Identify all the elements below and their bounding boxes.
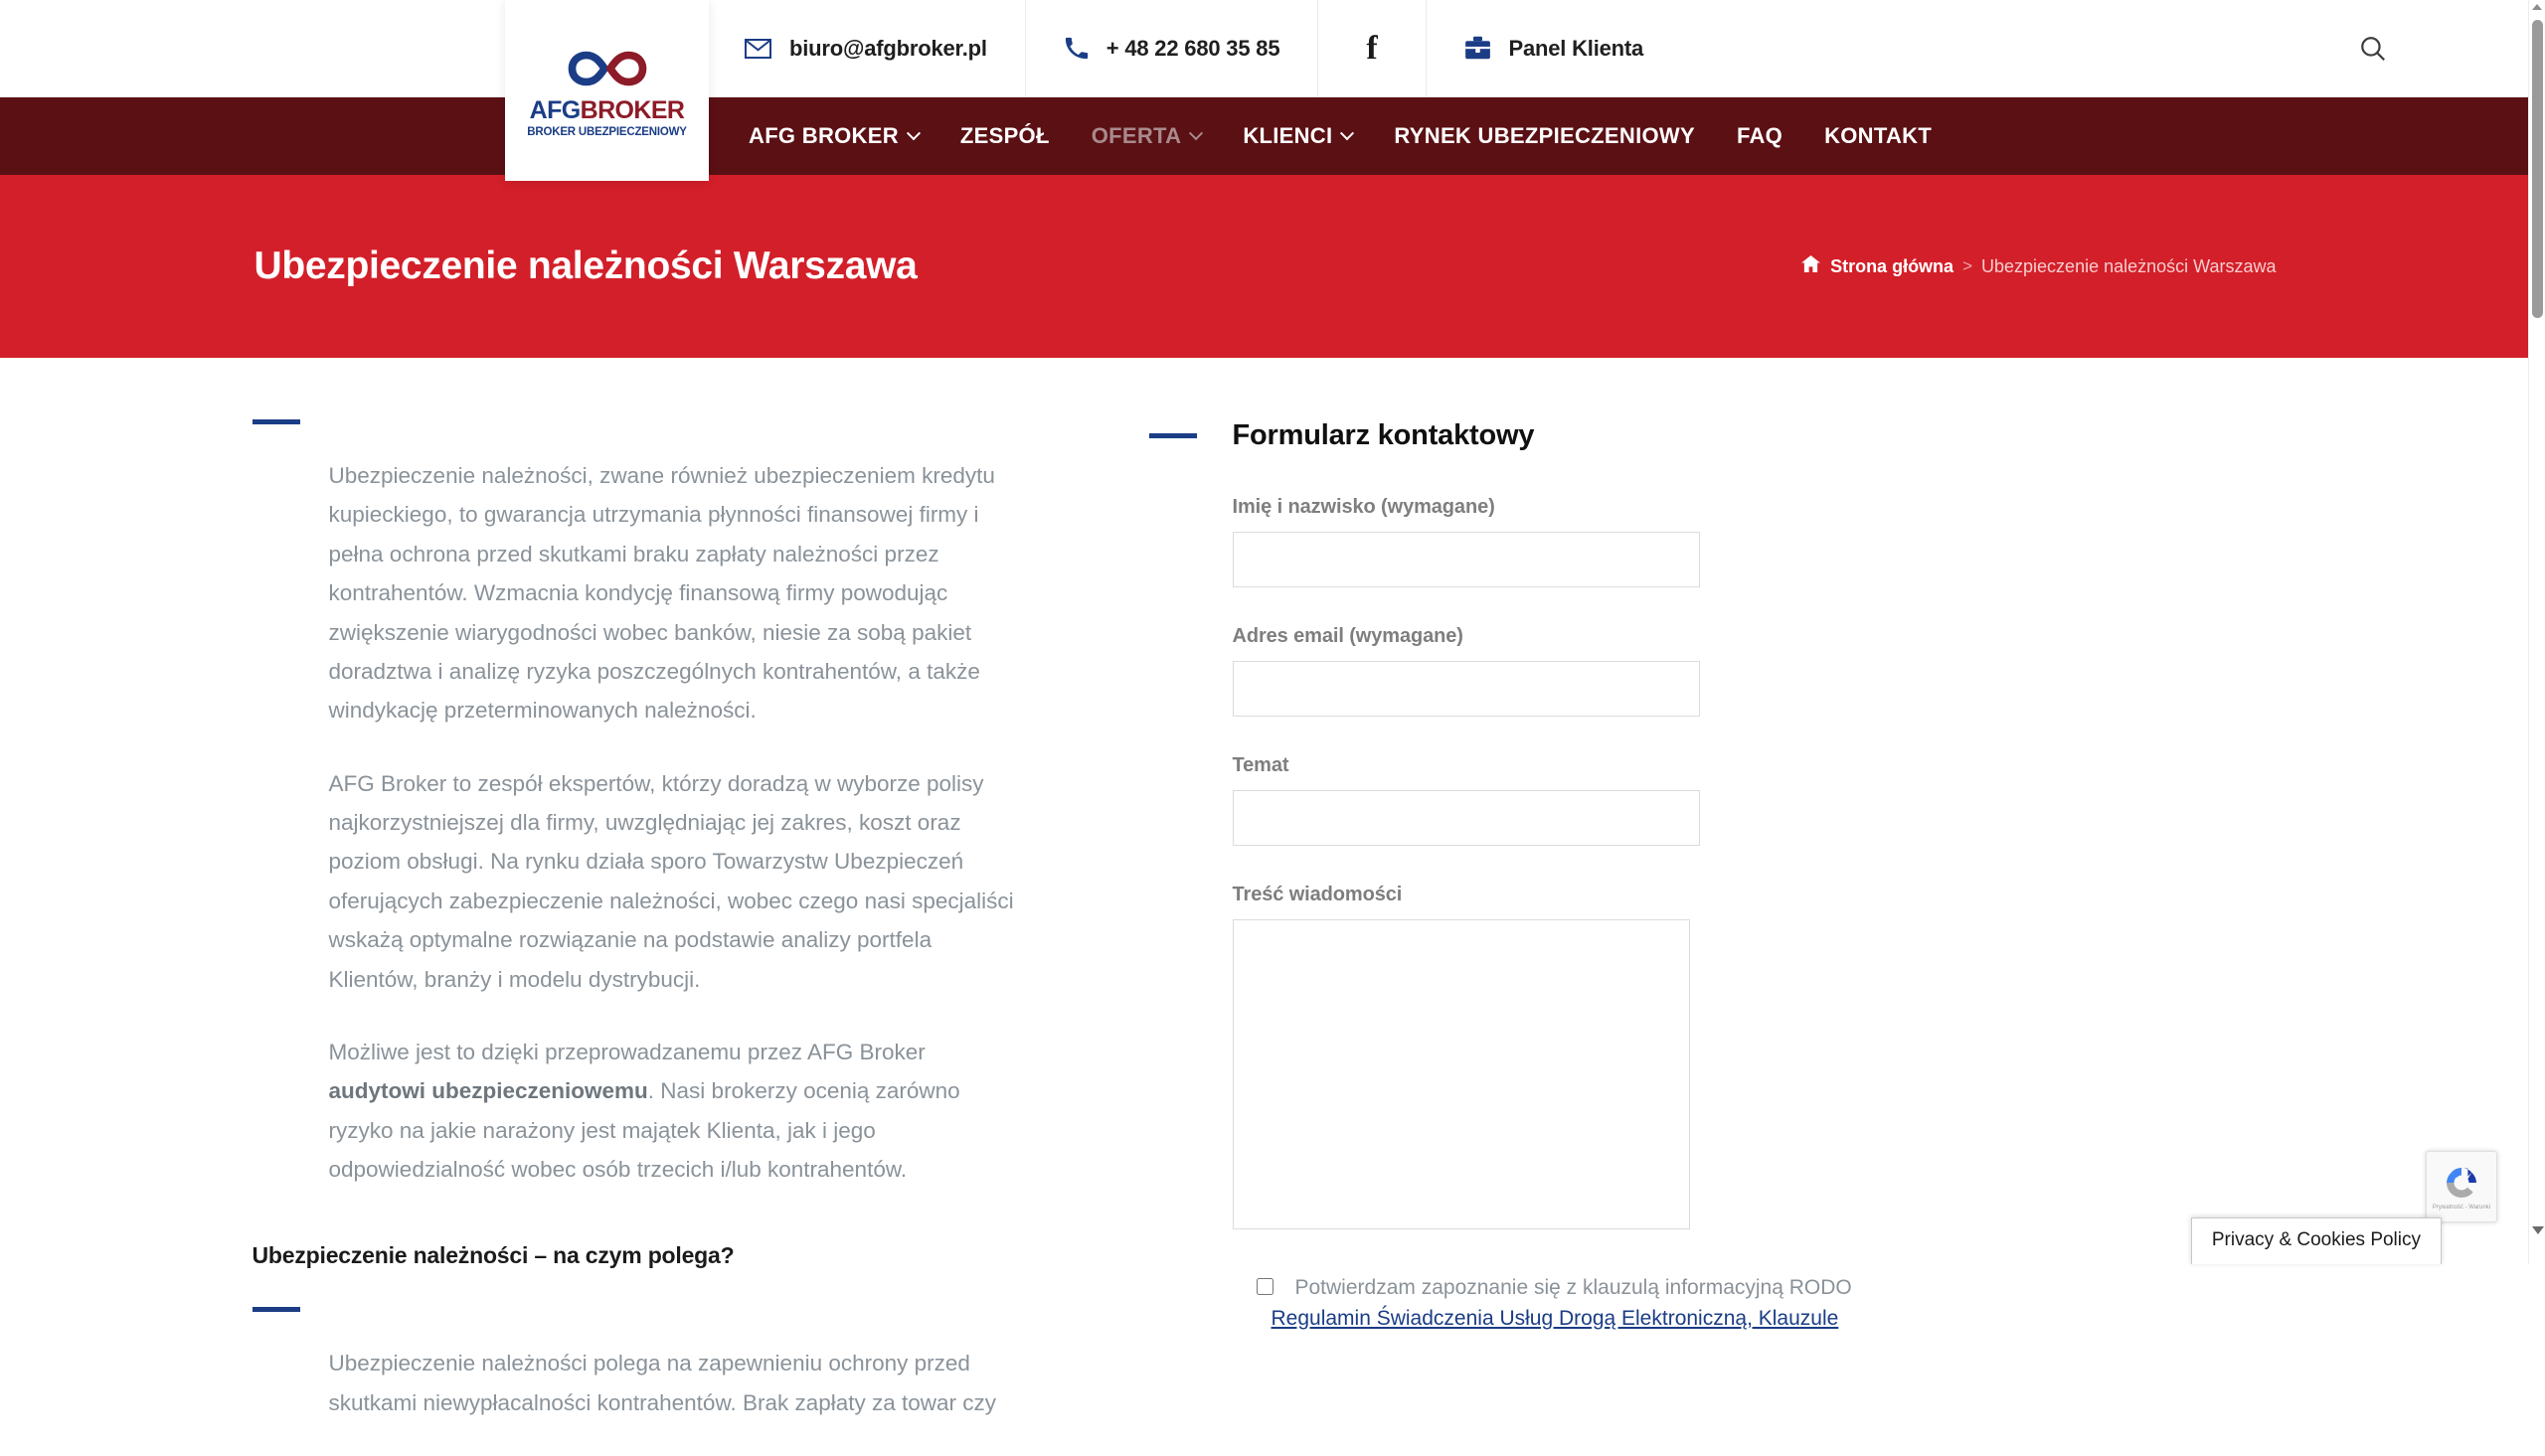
scroll-down-arrow-icon[interactable]	[2532, 1226, 2544, 1234]
facebook-icon: f	[1366, 29, 1378, 67]
nav-item-afg-broker[interactable]	[728, 123, 939, 149]
topbar-actions	[2359, 35, 2528, 63]
hamburger-menu-icon[interactable]	[2417, 37, 2449, 60]
contact-form	[1149, 496, 2273, 1331]
nav-label: ZESPÓŁ	[959, 123, 1050, 148]
field-message	[1233, 884, 2273, 1234]
recaptcha-terms: Warunki	[2468, 1205, 2491, 1211]
page-content	[253, 358, 2277, 1456]
recaptcha-privacy: Prywatność	[2432, 1205, 2463, 1211]
article-paragraph-3	[329, 1033, 1018, 1190]
logo-word-afg: AFG	[529, 96, 581, 124]
facebook-link[interactable]	[1317, 0, 1425, 97]
phone-contact[interactable]	[1025, 0, 1318, 97]
page-scrollbar[interactable]	[2528, 0, 2545, 1264]
client-panel-label: Panel Klienta	[1508, 35, 1644, 61]
article-body	[253, 456, 1018, 1189]
briefcase-icon	[1464, 36, 1491, 61]
message-field[interactable]	[1233, 919, 1690, 1229]
phone-text: + 48 22 680 35 85	[1105, 35, 1280, 61]
breadcrumb-home-link[interactable]	[1801, 255, 1953, 277]
logo-word-broker: BROKER	[580, 96, 685, 124]
accent-divider-form	[1149, 433, 1197, 438]
breadcrumb	[1801, 255, 2276, 277]
search-icon[interactable]	[2359, 35, 2387, 63]
field-email	[1233, 625, 2273, 717]
label-email: Adres email (wymagane)	[1232, 625, 1463, 647]
logo-wordmark	[530, 98, 685, 123]
privacy-cookies-policy-tab[interactable]: Privacy & Cookies Policy	[2191, 1217, 2442, 1264]
home-icon	[1801, 255, 1820, 277]
client-panel-link[interactable]	[1426, 0, 1682, 97]
consent-text: Potwierdzam zapoznanie się z klauzulą informacyjną RODO	[1294, 1276, 1852, 1299]
chevron-down-icon	[1189, 126, 1203, 140]
consent-block	[1271, 1272, 1852, 1331]
nav-items	[728, 123, 1952, 149]
email-text: biuro@afgbroker.pl	[789, 35, 987, 61]
nav-item-faq[interactable]	[1716, 123, 1803, 149]
article-paragraph-1: Ubezpieczenie należności, zwane również ubezpieczeniem kredytu kupieckiego, to gwarancja utrzymania płynności finansowej firmy i pełna ochrona przed skutkami braku zapłaty należności przez kontrahentów. Wzmacnia kondycję finansową firmy powodując zwiększenie wiarygodności wobec banków, niesie za sobą pakiet doradztwa i analizę ryzyka poszczególnych kontrahentów, a także windykację przeterminowanych należności.	[328, 463, 995, 724]
label-message: Treść wiadomości	[1232, 884, 1403, 905]
nav-label: AFG BROKER	[749, 123, 899, 148]
p3-pre: Możliwe jest to dzięki przeprowadzanemu przez AFG Broker	[328, 1039, 926, 1064]
page-hero	[0, 175, 2528, 358]
site-logo[interactable]	[505, 0, 709, 181]
recaptcha-separator: -	[2464, 1205, 2467, 1211]
nav-item-kontakt[interactable]	[1803, 123, 1952, 149]
recaptcha-badge[interactable]	[2426, 1151, 2497, 1222]
email-field[interactable]	[1233, 661, 1700, 717]
nav-label: KONTAKT	[1824, 123, 1933, 148]
email-contact[interactable]	[706, 0, 1025, 97]
accent-divider-2	[253, 1307, 300, 1312]
breadcrumb-current: Ubezpieczenie należności Warszawa	[1981, 255, 2277, 276]
label-full-name: Imię i nazwisko (wymagane)	[1232, 496, 1495, 518]
recaptcha-terms-text	[2433, 1205, 2490, 1211]
page-title: Ubezpieczenie należności Warszawa	[254, 244, 918, 287]
nav-label: RYNEK UBEZPIECZENIOWY	[1394, 123, 1695, 148]
breadcrumb-separator: >	[1962, 256, 1973, 275]
nav-item-rynek-ubezpieczeniowy[interactable]	[1373, 123, 1716, 149]
article-column	[253, 419, 1018, 1456]
nav-label: FAQ	[1736, 123, 1783, 148]
main-navigation	[0, 97, 2528, 175]
section-heading: Ubezpieczenie należności – na czym polega?	[252, 1242, 735, 1269]
top-contact-bar	[0, 0, 2528, 97]
breadcrumb-home-label: Strona główna	[1830, 255, 1954, 276]
scrollbar-thumb[interactable]	[2532, 20, 2543, 318]
form-header	[1149, 419, 2273, 452]
p3-bold: audytowi ubezpieczeniowemu	[328, 1078, 648, 1104]
nav-item-klienci[interactable]	[1222, 123, 1373, 149]
accent-divider	[253, 419, 300, 424]
afg-infinity-logo-icon	[560, 43, 655, 94]
logo-tagline: BROKER UBEZPIECZENIOWY	[527, 126, 687, 138]
terms-link[interactable]: Regulamin Świadczenia Usług Drogą Elektroniczną, Klauzule	[1271, 1306, 1839, 1330]
nav-item-zespol[interactable]	[939, 123, 1071, 149]
nav-item-oferta[interactable]	[1071, 123, 1223, 149]
chevron-down-icon	[907, 126, 921, 140]
label-subject: Temat	[1232, 754, 1289, 776]
field-subject	[1233, 754, 2273, 846]
article-paragraph-4: Ubezpieczenie należności polega na zapewnieniu ochrony przed skutkami niewypłacalności kontrahentów. Brak zapłaty za towar czy	[328, 1351, 997, 1415]
nav-label: KLIENCI	[1243, 123, 1333, 148]
chevron-down-icon	[1340, 126, 1354, 140]
rodo-consent-checkbox[interactable]	[1257, 1278, 1273, 1295]
full-name-field[interactable]	[1233, 532, 1700, 587]
field-full-name	[1233, 496, 2273, 587]
subject-field[interactable]	[1233, 790, 1700, 846]
hero-inner	[253, 244, 2277, 288]
nav-label: OFERTA	[1091, 123, 1182, 148]
consent-row	[1233, 1272, 2273, 1331]
p3-post: . Nasi brokerzy ocenią zarówno ryzyko na jakie narażony jest majątek Klienta, jak i jego odpowiedzialność wobec osób trzecich i/lub kontrahentów.	[328, 1078, 960, 1182]
article-body-2	[253, 1344, 1018, 1422]
form-title: Formularz kontaktowy	[1232, 419, 1535, 451]
phone-icon	[1064, 36, 1089, 61]
scroll-up-arrow-icon[interactable]	[2532, 4, 2542, 10]
mail-icon	[745, 39, 771, 59]
contact-form-column	[1149, 419, 2273, 1456]
recaptcha-icon	[2442, 1163, 2481, 1203]
article-paragraph-2: AFG Broker to zespół ekspertów, którzy doradzą w wyborze polisy najkorzystniejszej dla firmy, uwzględniając jej zakres, koszt oraz poziom obsługi. Na rynku działa sporo Towarzystw Ubezpieczeń oferujących zabezpieczenie należności, wobec czego nasi specjaliści wskażą optymalne rozwiązanie na podstawie analizy portfela Klientów, branży i modelu dystrybucji.	[328, 770, 1014, 992]
